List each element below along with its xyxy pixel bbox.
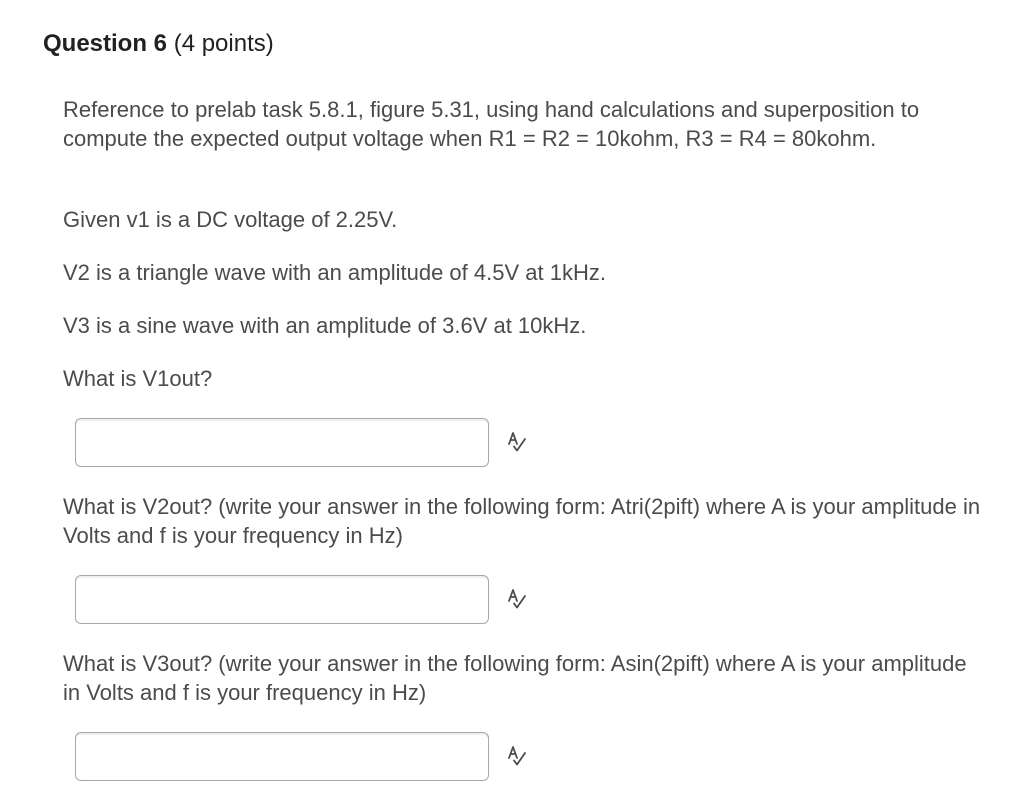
v2out-answer-input[interactable] <box>75 575 489 624</box>
spellcheck-icon[interactable] <box>506 744 530 768</box>
spellcheck-icon[interactable] <box>506 430 530 454</box>
v3out-prompt: What is V3out? (write your answer in the following form: Asin(2pift) where A is your amplitude in Volts and f is your frequency in Hz) <box>63 651 967 705</box>
v2out-prompt: What is V2out? (write your answer in the following form: Atri(2pift) where A is your amplitude in Volts and f is your frequency in Hz) <box>63 494 981 548</box>
v3-description: V3 is a sine wave with an amplitude of 3.6V at 10kHz. <box>63 313 587 338</box>
v3out-answer-input[interactable] <box>75 732 489 781</box>
question-points: (4 points) <box>173 30 274 57</box>
given-v1-text: Given v1 is a DC voltage of 2.25V. <box>63 207 398 232</box>
question-header <box>43 28 274 60</box>
v1out-answer-input[interactable] <box>75 418 489 467</box>
v2-description: V2 is a triangle wave with an amplitude of 4.5V at 1kHz. <box>63 260 606 285</box>
question-title: Question 6 <box>43 30 168 57</box>
v1out-prompt: What is V1out? <box>63 366 213 391</box>
question-intro: Reference to prelab task 5.8.1, figure 5.31, using hand calculations and superposition to compute the expected output voltage when R1 = R2 = 10kohm, R3 = R4 = 80kohm. <box>63 97 920 151</box>
spellcheck-icon[interactable] <box>506 587 530 611</box>
